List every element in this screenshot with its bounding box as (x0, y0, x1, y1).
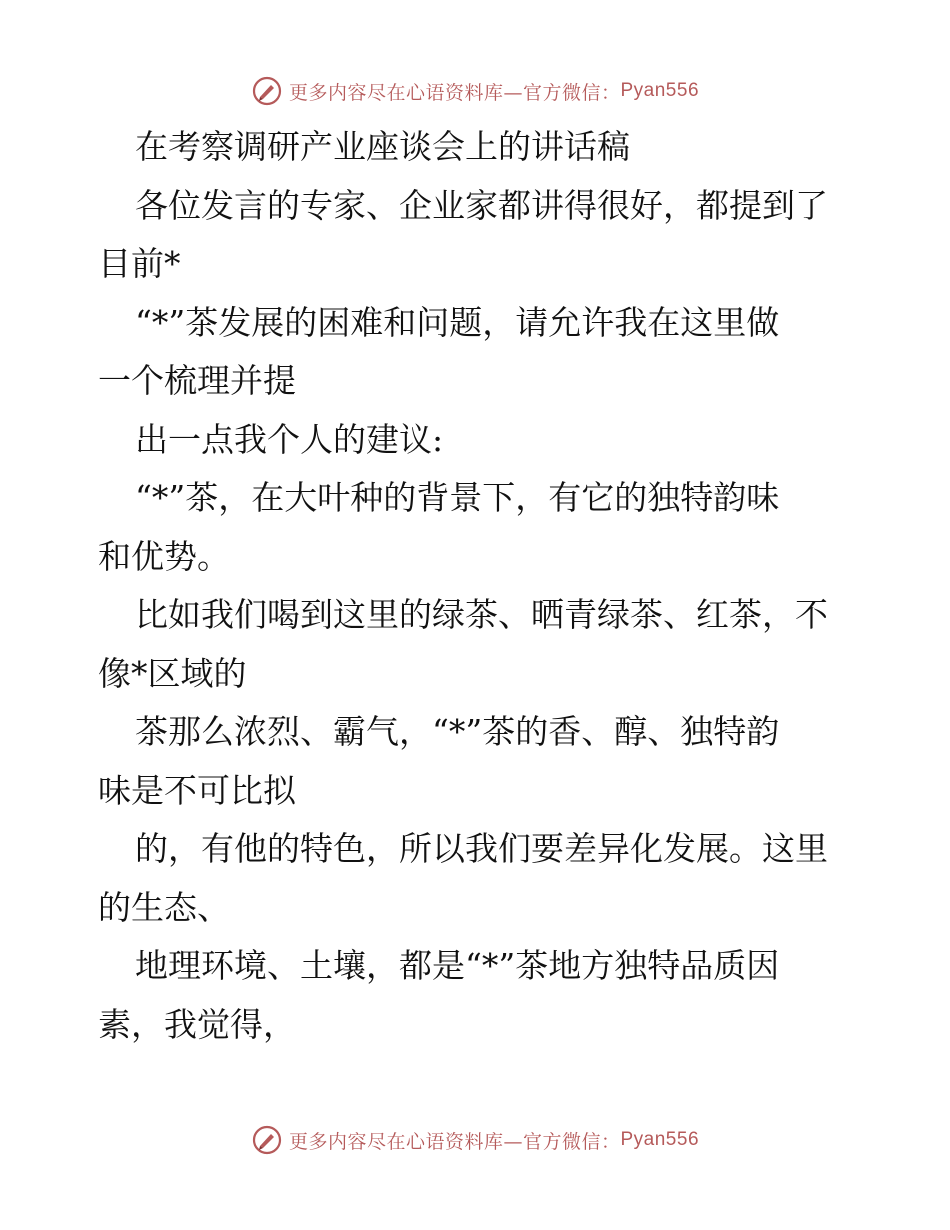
text-line: 茶那么浓烈、霸气，“*”茶的香、醇、独特韵 (135, 712, 780, 751)
pen-seal-logo-icon (251, 75, 283, 107)
text-line: 各位发言的专家、企业家都讲得很好，都提到了 (135, 185, 828, 225)
text-line: 的，有他的特色，所以我们要差异化发展。这里 (135, 829, 828, 868)
document-body (98, 118, 858, 1054)
footer-banner (0, 1120, 950, 1160)
footer-banner-account: Pyan556 (620, 1129, 700, 1150)
header-banner (0, 71, 950, 111)
header-banner-text: 更多内容尽在心语资料库—官方微信： (288, 81, 621, 104)
text-line: 素，我觉得， (98, 1004, 296, 1044)
text-line: 在考察调研产业座谈会上的讲话稿 (135, 127, 630, 166)
text-line: 像*区域的 (98, 653, 247, 693)
header-banner-account: Pyan556 (620, 80, 700, 101)
text-line: 出一点我个人的建议: (135, 419, 444, 459)
text-line: 比如我们喝到这里的绿茶、晒青绿茶、红茶，不 (135, 595, 828, 634)
text-line: 的生态、 (98, 887, 230, 927)
text-line: “*”茶，在大叶种的背景下，有它的独特韵味 (135, 478, 780, 517)
text-line: 地理环境、土壤，都是“*”茶地方独特品质因 (135, 946, 780, 985)
pen-seal-logo-icon (251, 1124, 283, 1156)
text-line: 和优势。 (98, 536, 230, 576)
text-line: 味是不可比拟 (98, 770, 296, 810)
text-line: 一个梳理并提 (98, 361, 296, 400)
text-line: “*”茶发展的困难和问题，请允许我在这里做 (135, 302, 780, 342)
footer-banner-text: 更多内容尽在心语资料库—官方微信： (288, 1130, 621, 1153)
text-line: 目前* (98, 244, 181, 283)
